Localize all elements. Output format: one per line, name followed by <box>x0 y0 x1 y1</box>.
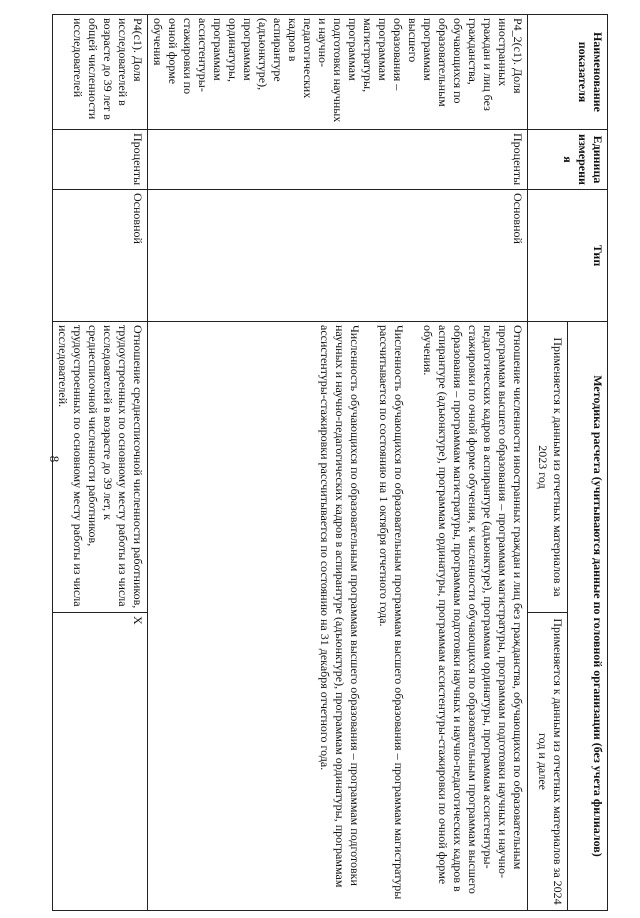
rotated-page <box>56 14 608 910</box>
header-unit: Единица измерения <box>528 130 608 190</box>
indicator-name: P4(c1). Доля исследователей в возрасте до 39 лет в общей численности исследователей <box>53 15 148 130</box>
header-period-2023: Применяется к данным из отчетных материалов за 2023 год <box>528 322 568 613</box>
indicator-method <box>148 322 528 911</box>
page-number: 8 <box>47 455 62 463</box>
header-type: Тип <box>528 190 608 322</box>
header-row <box>568 15 608 911</box>
table-row <box>148 15 528 911</box>
method-paragraph: Численность обучающихся по образовательным программам высшего образования – программам подготовки научных и научно-педагогических кадров в аспирантуре (адъюнктуре), программам ординатуры, программам ассистентуры-стажировки рассчитывается по состоянию на 31 декабря отчетного года. <box>318 325 362 888</box>
header-method: Методика расчета (учитываются данные по головной организации (без учета филиалов) <box>568 322 608 911</box>
indicators-table <box>52 14 608 911</box>
method-paragraph: Отношение численности иностранных граждан и лиц без гражданства, обучающихся по образовательным программам высшего образования – программам магистратуры, программам подготовки научных и научно-педагогических кадров в аспирантуре (адъюнктуре), программам ординатуры, программам ассистентуры-стажировки по очной форме обучения, к численности обучающихся по образовательным программам высшего образования – программам магистратуры, программам подготовки научных и научно-педагогических кадров в аспирантуре (адъюнктуре), программам ординатуры, программам ассистентуры-стажировки по очной форме обучения. <box>421 325 525 894</box>
header-period-2024: Применяется к данным из отчетных материалов за 2024 год и далее <box>528 613 568 911</box>
indicator-unit: Проценты <box>148 130 528 190</box>
indicator-unit: Проценты <box>53 130 148 190</box>
table-row <box>53 15 148 911</box>
indicator-method-2023: Отношение среднесписочной численности работников, трудоустроенных по основному месту работы из числа исследователей в возрасте до 39 лет, к среднесписочной численности работников, трудоустроенных по основному месту работы из числа исследователей. <box>53 322 148 613</box>
indicator-type: Основной <box>148 190 528 322</box>
method-paragraph: Численность обучающихся по образовательным программам высшего образования – программам магистратуры рассчитывается по состоянию на 1 октября отчетного года. <box>377 325 406 900</box>
indicator-type: Основной <box>53 190 148 322</box>
indicator-method-2024: X <box>53 613 148 911</box>
header-name: Наименование показателя <box>528 15 608 130</box>
indicator-name: P4_2(c1). Доля иностранных граждан и лиц без гражданства, обучающихся по образовательным программам высшего образования – программам магистратуры, программам подготовки научных и научно-педагогических кадров в аспирантуре (адъюнктуре), программам ординатуры, программам ассистентуры-стажировки по очной форме обучения <box>148 15 528 130</box>
